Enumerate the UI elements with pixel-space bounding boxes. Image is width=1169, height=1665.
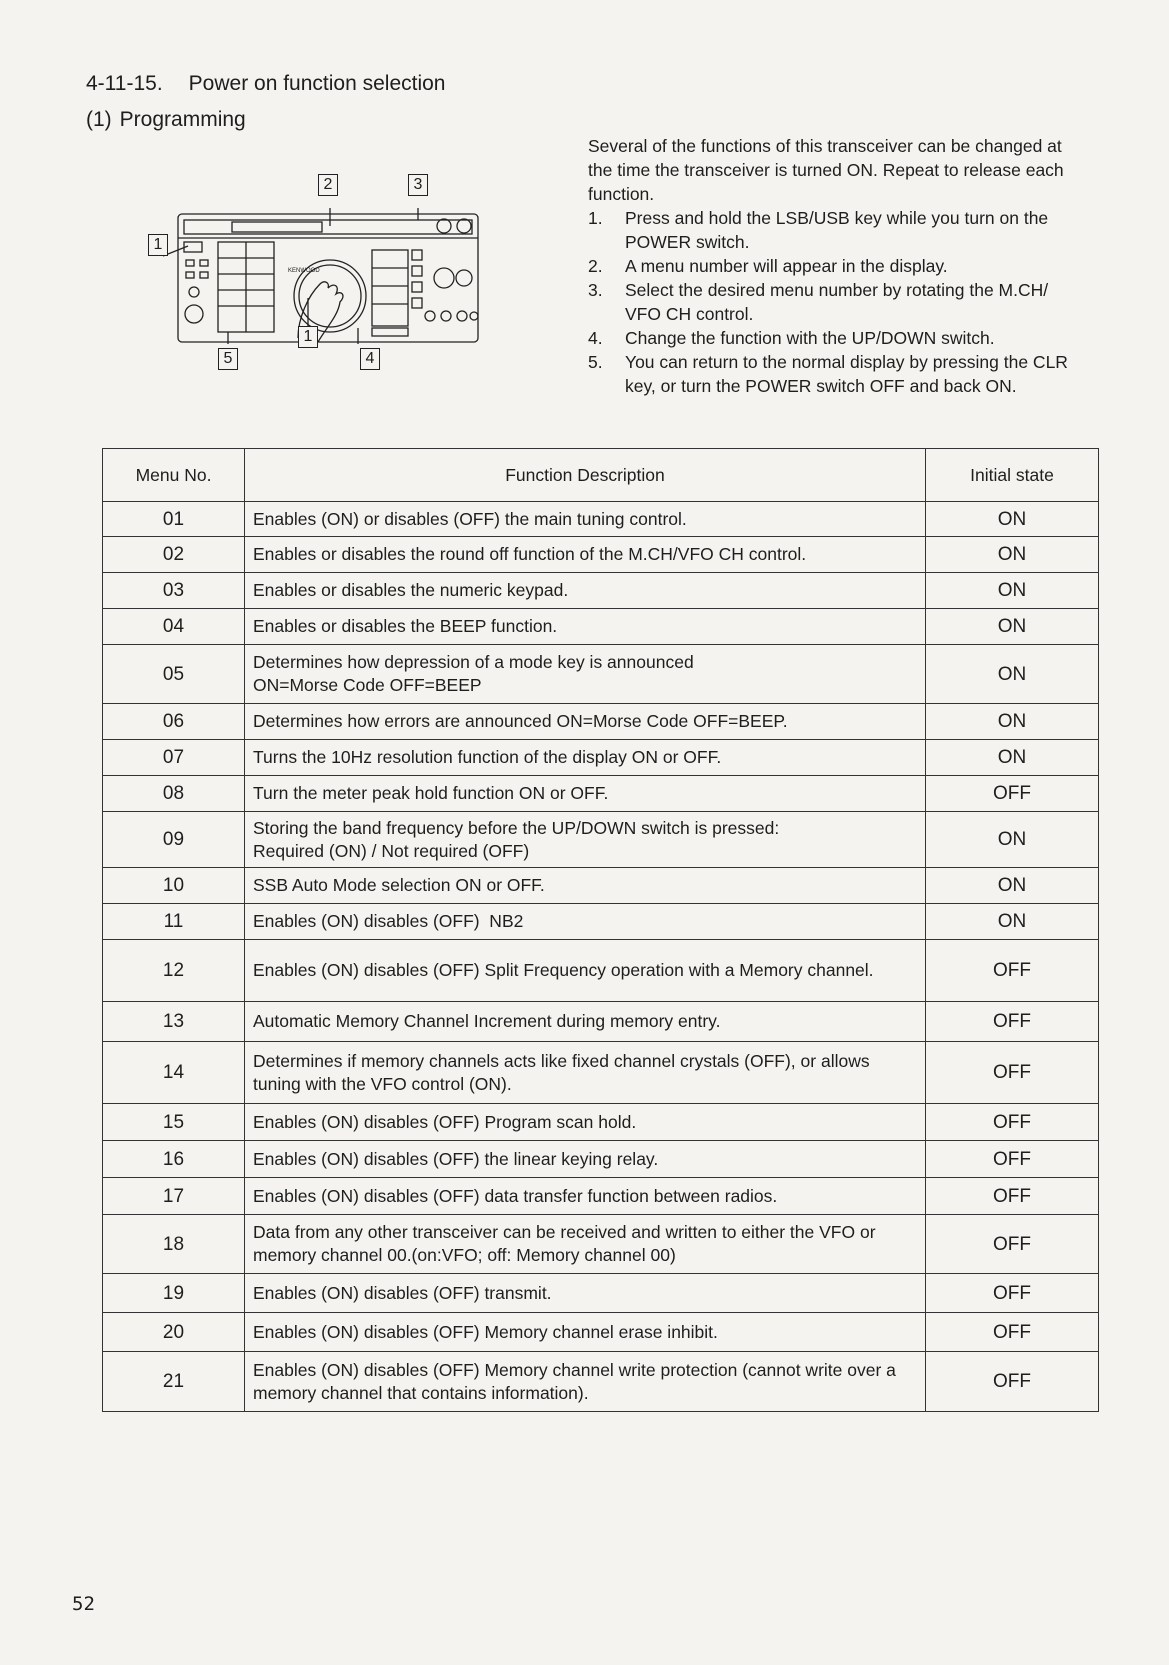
step-text: Press and hold the LSB/USB key while you turn on the POWER switch. (625, 208, 1049, 252)
function-description: Enables (ON) disables (OFF) data transfer function between radios. (245, 1178, 926, 1215)
table-row (103, 537, 1099, 573)
table-row (103, 1141, 1099, 1178)
initial-state: OFF (926, 1141, 1099, 1178)
initial-state: OFF (926, 1313, 1099, 1352)
table-row (103, 1352, 1099, 1412)
initial-state: OFF (926, 1104, 1099, 1141)
menu-number: 05 (103, 645, 245, 704)
table-row (103, 1002, 1099, 1042)
callout-1-bottom: 1 (298, 326, 318, 348)
menu-number: 09 (103, 812, 245, 868)
table-row (103, 1313, 1099, 1352)
function-description: Turn the meter peak hold function ON or OFF. (245, 776, 926, 812)
menu-function-table (102, 448, 1099, 1412)
function-description: Determines if memory channels acts like fixed channel crystals (OFF), or allows tuning with the VFO control (ON). (245, 1042, 926, 1104)
step-number: 2. (588, 256, 603, 276)
menu-number: 12 (103, 940, 245, 1002)
table-row (103, 1178, 1099, 1215)
callout-4: 4 (360, 348, 380, 370)
step-text: A menu number will appear in the display. (625, 256, 948, 276)
intro-paragraph: Several of the functions of this transceiver can be changed at the time the transceiver is turned ON. Repeat to release each function. (588, 136, 1064, 204)
table-row (103, 645, 1099, 704)
step-text: Select the desired menu number by rotating the M.CH/ VFO CH control. (625, 280, 1049, 324)
function-description: Enables or disables the BEEP function. (245, 609, 926, 645)
brand-label: KENWOOD (288, 268, 320, 274)
table-row (103, 1215, 1099, 1274)
transceiver-drawing (148, 178, 498, 378)
menu-number: 01 (103, 502, 245, 537)
menu-number: 10 (103, 868, 245, 904)
function-description: Enables or disables the numeric keypad. (245, 573, 926, 609)
section-title: Power on function selection (188, 72, 446, 95)
subsection-number: (1) (86, 108, 112, 131)
step-item (588, 326, 1088, 350)
step-number: 3. (588, 280, 603, 300)
menu-number: 15 (103, 1104, 245, 1141)
initial-state: ON (926, 573, 1099, 609)
function-description: Enables or disables the round off function of the M.CH/VFO CH control. (245, 537, 926, 573)
function-description: SSB Auto Mode selection ON or OFF. (245, 868, 926, 904)
callout-1-left: 1 (148, 234, 168, 256)
initial-state: OFF (926, 1178, 1099, 1215)
transceiver-illustration (148, 178, 498, 378)
step-text: You can return to the normal display by pressing the CLR key, or turn the POWER switch OFF and back ON. (625, 352, 1068, 396)
section-heading (86, 72, 446, 96)
initial-state: ON (926, 904, 1099, 940)
menu-number: 08 (103, 776, 245, 812)
menu-number: 20 (103, 1313, 245, 1352)
function-description: Data from any other transceiver can be received and written to either the VFO or memory channel 00.(on:VFO; off: Memory channel 00) (245, 1215, 926, 1274)
header-initial-state: Initial state (926, 449, 1099, 502)
function-description: Enables (ON) disables (OFF) transmit. (245, 1274, 926, 1313)
initial-state: OFF (926, 1274, 1099, 1313)
initial-state: ON (926, 502, 1099, 537)
step-item (588, 350, 1088, 398)
menu-number: 07 (103, 740, 245, 776)
callout-5: 5 (218, 348, 238, 370)
menu-number: 16 (103, 1141, 245, 1178)
function-description: Automatic Memory Channel Increment during memory entry. (245, 1002, 926, 1042)
initial-state: ON (926, 645, 1099, 704)
menu-number: 11 (103, 904, 245, 940)
initial-state: ON (926, 812, 1099, 868)
menu-number: 06 (103, 704, 245, 740)
subsection-heading (86, 108, 246, 132)
step-number: 5. (588, 352, 603, 372)
callout-3: 3 (408, 174, 428, 196)
function-description: Determines how depression of a mode key is announced ON=Morse Code OFF=BEEP (245, 645, 926, 704)
steps-list (588, 206, 1088, 398)
header-menu-no: Menu No. (103, 449, 245, 502)
table-row (103, 812, 1099, 868)
initial-state: ON (926, 609, 1099, 645)
table-row (103, 1104, 1099, 1141)
initial-state: OFF (926, 776, 1099, 812)
table-row (103, 940, 1099, 1002)
table-row (103, 1042, 1099, 1104)
table-row (103, 740, 1099, 776)
menu-number: 03 (103, 573, 245, 609)
header-function-description: Function Description (245, 449, 926, 502)
initial-state: ON (926, 740, 1099, 776)
initial-state: OFF (926, 1002, 1099, 1042)
table-row (103, 704, 1099, 740)
function-description: Storing the band frequency before the UP/DOWN switch is pressed: Required (ON) / Not required (OFF) (245, 812, 926, 868)
table-header-row (103, 449, 1099, 502)
function-description: Enables (ON) disables (OFF) Program scan hold. (245, 1104, 926, 1141)
table-row (103, 868, 1099, 904)
subsection-title: Programming (119, 108, 246, 131)
page-number: 52 (72, 1593, 95, 1615)
callout-2: 2 (318, 174, 338, 196)
menu-number: 13 (103, 1002, 245, 1042)
function-description: Determines how errors are announced ON=Morse Code OFF=BEEP. (245, 704, 926, 740)
table-row (103, 573, 1099, 609)
menu-number: 21 (103, 1352, 245, 1412)
function-description: Enables (ON) disables (OFF) Split Frequency operation with a Memory channel. (245, 940, 926, 1002)
step-number: 4. (588, 328, 603, 348)
step-item (588, 206, 1088, 254)
menu-number: 04 (103, 609, 245, 645)
menu-number: 18 (103, 1215, 245, 1274)
function-description: Enables (ON) disables (OFF) NB2 (245, 904, 926, 940)
menu-number: 19 (103, 1274, 245, 1313)
table-row (103, 1274, 1099, 1313)
function-description: Turns the 10Hz resolution function of the display ON or OFF. (245, 740, 926, 776)
initial-state: OFF (926, 1352, 1099, 1412)
initial-state: OFF (926, 1215, 1099, 1274)
table-row (103, 776, 1099, 812)
initial-state: ON (926, 704, 1099, 740)
menu-number: 17 (103, 1178, 245, 1215)
function-description: Enables (ON) or disables (OFF) the main tuning control. (245, 502, 926, 537)
function-description: Enables (ON) disables (OFF) Memory channel erase inhibit. (245, 1313, 926, 1352)
initial-state: OFF (926, 1042, 1099, 1104)
initial-state: OFF (926, 940, 1099, 1002)
step-number: 1. (588, 208, 603, 228)
table-row (103, 609, 1099, 645)
table-row (103, 904, 1099, 940)
programming-instructions (588, 134, 1088, 398)
function-description: Enables (ON) disables (OFF) Memory channel write protection (cannot write over a memory channel that contains information). (245, 1352, 926, 1412)
initial-state: ON (926, 868, 1099, 904)
menu-number: 14 (103, 1042, 245, 1104)
function-description: Enables (ON) disables (OFF) the linear keying relay. (245, 1141, 926, 1178)
menu-number: 02 (103, 537, 245, 573)
step-item (588, 254, 1088, 278)
step-item (588, 278, 1088, 326)
table-row (103, 502, 1099, 537)
step-text: Change the function with the UP/DOWN switch. (625, 328, 995, 348)
section-number: 4-11-15. (86, 72, 163, 95)
initial-state: ON (926, 537, 1099, 573)
